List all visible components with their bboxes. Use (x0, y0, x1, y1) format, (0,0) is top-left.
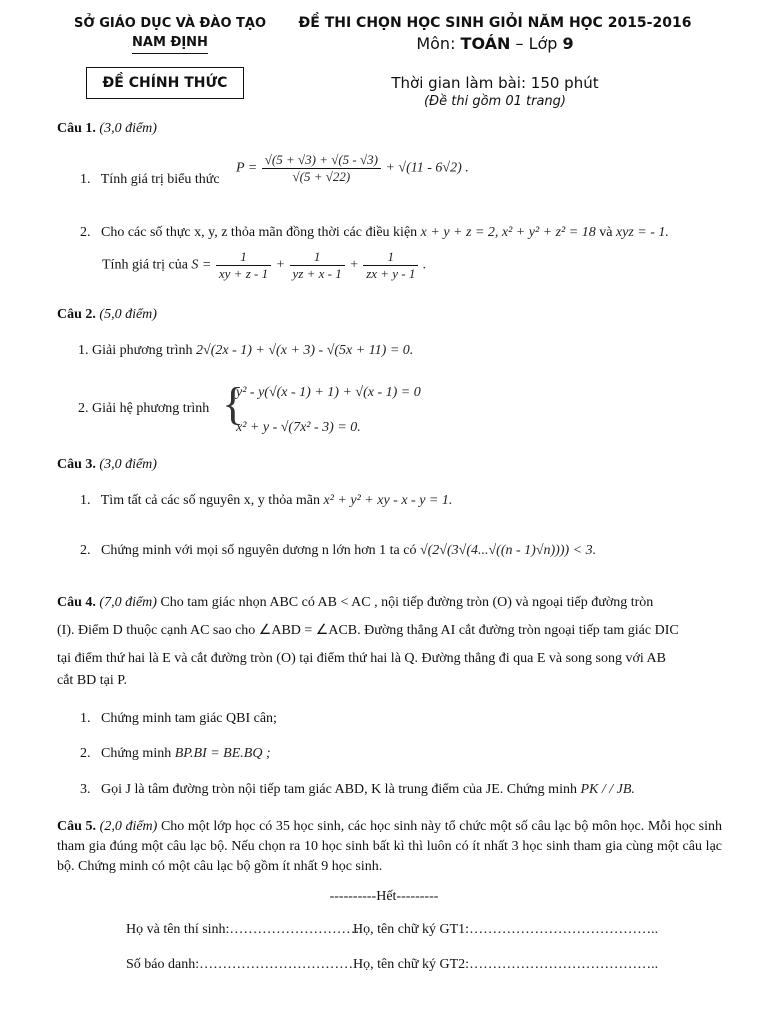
q4-paragraph (57, 592, 722, 692)
q4-item3-expr: PK / / JB. (580, 782, 635, 797)
q5-text: Cho một lớp học có 35 học sinh, các học sinh này tổ chức một số câu lạc bộ môn học. Mỗi học sinh tham gia đúng một câu lạc bộ. Nếu chọn ra 10 học sinh bất kì thì luôn có ít nhất 3 học sinh tham gia cùng một câu lạc bộ. Chứng minh có một câu lạc bộ gồm ít nhất 9 học sinh. (57, 819, 722, 874)
q3-item2 (80, 543, 596, 559)
q2-item1-text: 1. Giải phương trình (78, 343, 193, 358)
q1-frac3-den: zx + y - 1 (366, 266, 416, 281)
official-label: ĐỀ CHÍNH THỨC (86, 67, 244, 99)
plus-sign: + (275, 257, 286, 273)
candidate-number-field: Số báo danh:…………………………… (126, 957, 354, 972)
q4-line3: tại điểm thứ hai là E và cắt đường tròn (O) tại điểm thứ hai là Q. Đường thẳng đi qua E và song song với AB (57, 651, 666, 666)
q4-item3-number: 3. (80, 782, 91, 797)
q1-frac2-num: 1 (290, 249, 345, 266)
q2-item1 (78, 343, 413, 359)
q1-item1-numerator: √(5 + √3) + √(5 - √3) (262, 152, 381, 169)
q3-item2-expr: √(2√(3√(4...√((n - 1)√n)))) < 3. (419, 543, 597, 558)
q2-label: Câu 2. (57, 307, 96, 322)
subject-grade: 9 (562, 34, 574, 53)
q2-eq2: x² + y - √(7x² - 3) = 0. (236, 420, 361, 435)
q1-frac2-den: yz + x - 1 (292, 266, 342, 281)
q4-item2-number: 2. (80, 746, 91, 761)
q1-item2-text: Cho các số thực x, y, z thỏa mãn đồng thời các điều kiện (101, 225, 418, 240)
q3-item1 (80, 493, 452, 509)
time-limit: Thời gian làm bài: 150 phút (391, 74, 599, 92)
q1-item1-text: Tính giá trị biểu thức (100, 172, 220, 187)
exam-title: ĐỀ THI CHỌN HỌC SINH GIỎI NĂM HỌC 2015-2016 (298, 15, 692, 31)
q4-item1 (80, 711, 277, 727)
q4-item3-text: Gọi J là tâm đường tròn nội tiếp tam giác ABD, K là trung điểm của JE. Chứng minh (101, 782, 577, 797)
q2-item2-text: 2. Giải hệ phương trình (78, 401, 210, 416)
q1-item2-text2: Tính giá trị của (102, 257, 188, 273)
q1-heading (57, 121, 157, 137)
q3-label: Câu 3. (57, 457, 96, 472)
q1-item2-and: và (599, 225, 613, 240)
province-name: NAM ĐỊNH (132, 33, 208, 54)
q1-item1 (80, 172, 220, 188)
q4-line4: cắt BD tại P. (57, 673, 127, 688)
subject-name: TOÁN (460, 34, 511, 53)
candidate-name-field: Họ và tên thí sinh:………………………. (126, 922, 359, 937)
department-block (60, 14, 280, 54)
q1-item2-xyz: xyz = - 1. (615, 225, 669, 240)
q5-label: Câu 5. (57, 819, 97, 834)
q2-eq1: y² - y(√(x - 1) + 1) + √(x - 1) = 0 (236, 385, 421, 400)
q2-item2 (78, 401, 209, 417)
subject-prefix: Môn: (416, 34, 461, 53)
system-brace: { (222, 378, 245, 429)
q2-item1-expr: 2√(2x - 1) + √(x + 3) - √(5x + 11) = 0. (196, 343, 414, 358)
q1-item1-lhs: P = (236, 160, 258, 176)
q4-item2-text: Chứng minh (101, 746, 172, 761)
q2-heading (57, 307, 157, 323)
q4-item1-number: 1. (80, 711, 91, 726)
period: . (422, 257, 427, 273)
q1-item2 (80, 225, 669, 241)
q4-item2-expr: BP.BI = BE.BQ ; (174, 746, 271, 761)
q3-item1-expr: x² + y² + xy - x - y = 1. (323, 493, 453, 508)
q1-item2-formula (102, 249, 426, 282)
q1-frac1-den: xy + z - 1 (218, 266, 269, 281)
q3-item2-number: 2. (80, 543, 91, 558)
department-name: SỞ GIÁO DỤC VÀ ĐÀO TẠO (73, 16, 267, 31)
subject-dash: – Lớp (510, 34, 563, 53)
end-marker: ----------Hết--------- (329, 889, 439, 904)
q4-item1-text: Chứng minh tam giác QBI cân; (101, 711, 277, 726)
q1-item1-number: 1. (80, 172, 91, 187)
q3-item1-number: 1. (80, 493, 91, 508)
q1-frac1 (216, 249, 271, 282)
q1-item2-s: S = (191, 257, 212, 273)
q3-points: (3,0 điểm) (99, 457, 157, 472)
q3-item1-text: Tìm tất cả các số nguyên x, y thỏa mãn (100, 493, 321, 508)
q3-item2-text: Chứng minh với mọi số nguyên dương n lớn hơn 1 ta có (101, 543, 417, 558)
q4-line1: Cho tam giác nhọn ABC có AB < AC , nội tiếp đường tròn (O) và ngoại tiếp đường tròn (160, 595, 654, 610)
exam-header (290, 14, 700, 110)
q1-item1-denominator: √(5 + √22) (292, 169, 351, 184)
q1-points: (3,0 điểm) (99, 121, 157, 136)
q5-paragraph (57, 817, 722, 877)
page-count: (Đề thi gồm 01 trang) (423, 94, 566, 109)
q4-points: (7,0 điểm) (99, 595, 157, 610)
q1-item2-conditions: x + y + z = 2, x² + y² + z² = 18 (420, 225, 596, 240)
plus-sign: + (349, 257, 359, 273)
q1-frac3-num: 1 (363, 249, 418, 266)
q5-points: (2,0 điểm) (99, 819, 158, 834)
q1-frac3 (363, 249, 418, 282)
q1-frac1-num: 1 (216, 249, 271, 266)
q4-item3 (80, 782, 635, 798)
q1-item1-formula (236, 152, 469, 185)
q4-line2: (I). Điểm D thuộc cạnh AC sao cho ∠ABD = ∠ACB. Đường thẳng AI cắt đường tròn ngoại tiếp tam giác DIC (57, 623, 679, 638)
supervisor2-field: Họ, tên chữ ký GT2:………………………………….. (353, 957, 659, 972)
q4-label: Câu 4. (57, 595, 96, 610)
subject-line (290, 33, 700, 55)
q1-item1-fraction (262, 152, 381, 185)
q3-heading (57, 457, 157, 473)
q2-points: (5,0 điểm) (99, 307, 157, 322)
q1-frac2 (290, 249, 345, 282)
supervisor1-field: Họ, tên chữ ký GT1:………………………………….. (353, 922, 659, 937)
q1-item2-number: 2. (80, 225, 91, 240)
q1-label: Câu 1. (57, 121, 96, 136)
q1-item1-tail: + √(11 - 6√2) . (385, 160, 469, 176)
q4-item2 (80, 746, 271, 762)
